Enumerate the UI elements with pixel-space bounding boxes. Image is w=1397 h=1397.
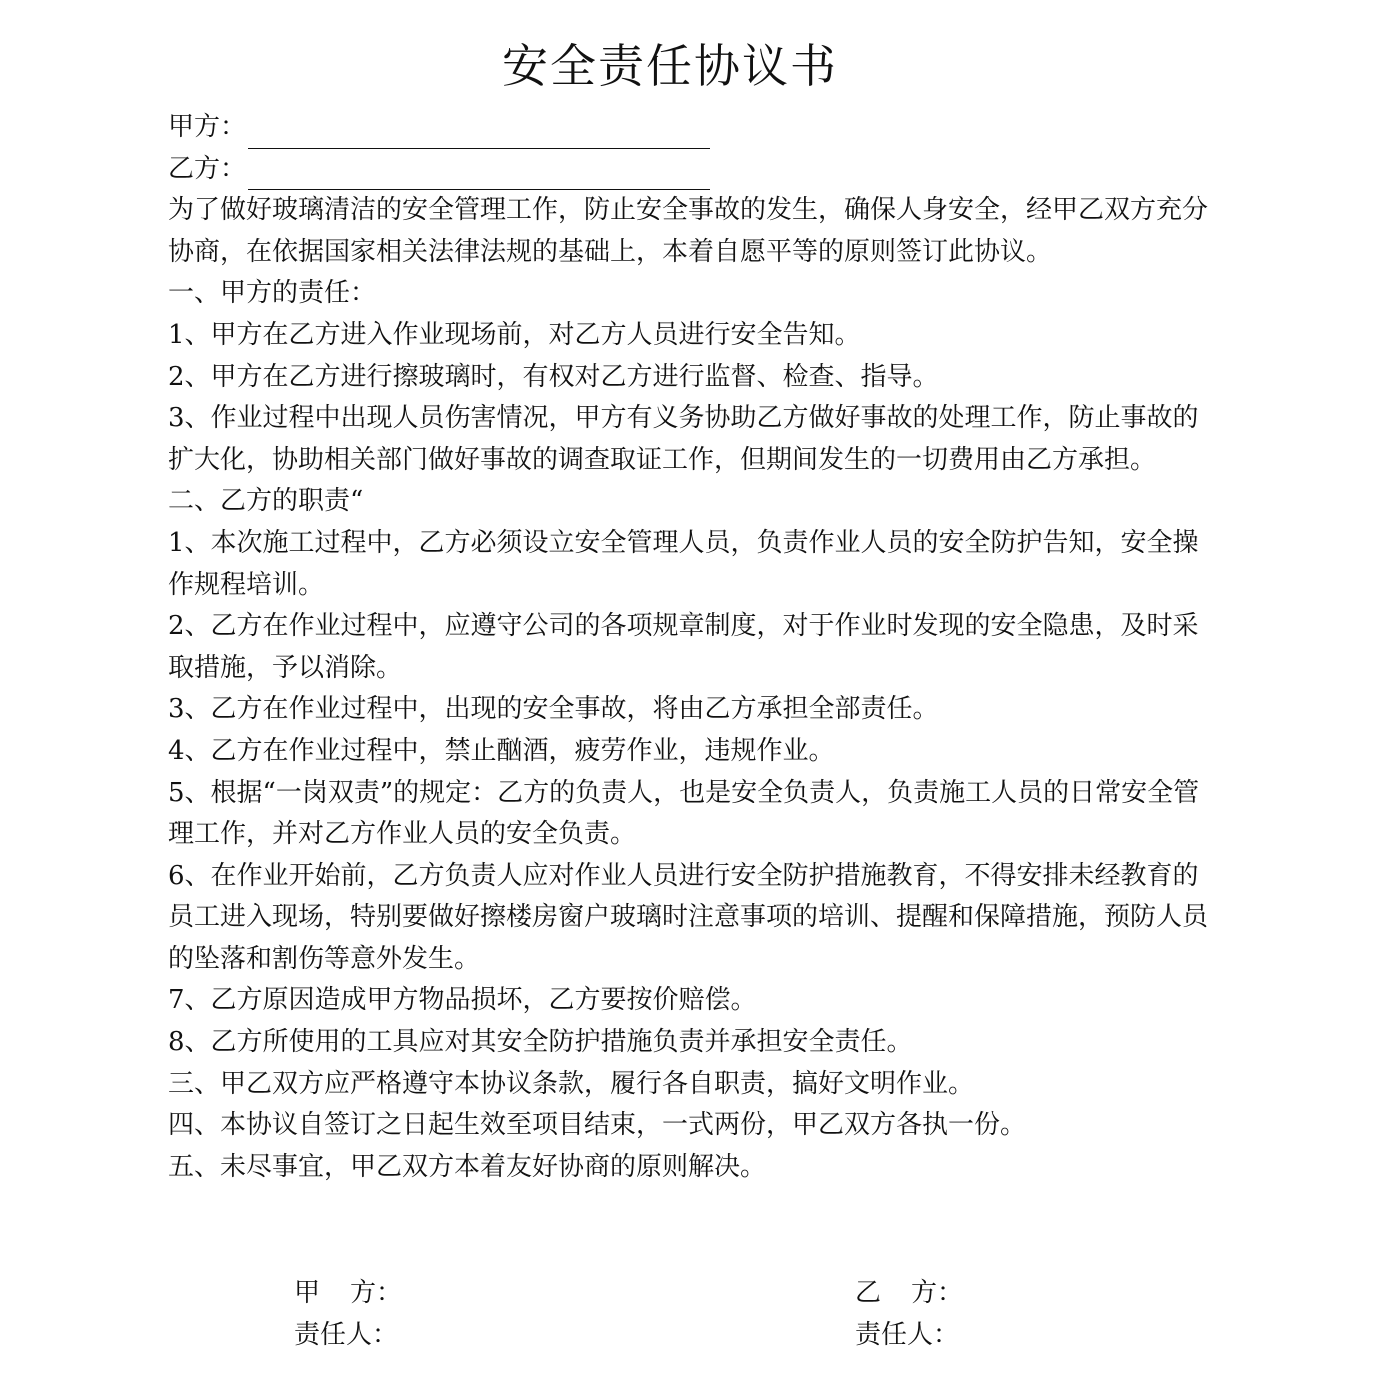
preamble-line: 协商，在依据国家相关法律法规的基础上，本着自愿平等的原则签订此协议。 xyxy=(168,236,1053,267)
section-b-item-7: 7、乙方原因造成甲方物品损坏，乙方要按价赔偿。 xyxy=(168,985,757,1016)
signature-party-b xyxy=(855,1273,963,1356)
preamble-line: 为了做好玻璃清洁的安全管理工作，防止安全事故的发生，确保人身安全，经甲乙双方充分 xyxy=(168,195,1209,226)
signature-party-b-suffix: 方： xyxy=(911,1278,964,1308)
party-a-line xyxy=(168,107,1278,149)
signature-party-a-responsible: 责任人： xyxy=(294,1319,399,1350)
closing-clause-5: 五、未尽事宜，甲乙双方本着友好协商的原则解决。 xyxy=(168,1151,767,1182)
closing-clause-4: 四、本协议自签订之日起生效至项目结束，一式两份，甲乙双方各执一份。 xyxy=(168,1110,1027,1141)
document-title: 安全责任协议书 xyxy=(502,39,838,93)
document-body xyxy=(168,107,1278,1188)
section-b-item-5: 5、根据“一岗双责”的规定：乙方的负责人，也是安全负责人，负责施工人员的日常安全管 xyxy=(168,777,1200,808)
signature-party-b-char: 乙 xyxy=(855,1278,882,1308)
section-b-heading: 二、乙方的职责“ xyxy=(168,486,364,517)
section-b-item-2-cont: 取措施，予以消除。 xyxy=(168,652,403,683)
section-a-item-3: 3、作业过程中出现人员伤害情况，甲方有义务协助乙方做好事故的处理工作，防止事故的 xyxy=(168,403,1199,434)
section-a-heading: 一、甲方的责任： xyxy=(168,278,377,309)
signature-party-b-label xyxy=(855,1273,963,1315)
section-b-item-1-cont: 作规程培训。 xyxy=(168,569,325,600)
signature-party-a-label xyxy=(294,1273,402,1315)
signature-party-a-suffix: 方： xyxy=(350,1278,403,1308)
section-b-item-8: 8、乙方所使用的工具应对其安全防护措施负责并承担安全责任。 xyxy=(168,1027,913,1058)
section-b-item-6-cont: 的坠落和割伤等意外发生。 xyxy=(168,943,481,974)
section-a-item-1: 1、甲方在乙方进入作业现场前，对乙方人员进行安全告知。 xyxy=(168,319,861,350)
section-b-item-6-cont: 员工进入现场，特别要做好擦楼房窗户玻璃时注意事项的培训、提醒和保障措施，预防人员 xyxy=(168,902,1209,933)
party-a-blank xyxy=(248,115,710,149)
signature-party-a-char: 甲 xyxy=(294,1278,321,1308)
party-b-blank xyxy=(248,156,710,190)
section-b-item-6: 6、在作业开始前，乙方负责人应对作业人员进行安全防护措施教育，不得安排未经教育的 xyxy=(168,860,1199,891)
section-b-item-5-cont: 理工作，并对乙方作业人员的安全负责。 xyxy=(168,819,637,850)
section-b-item-4: 4、乙方在作业过程中，禁止酗酒，疲劳作业，违规作业。 xyxy=(168,735,835,766)
party-b-label: 乙方： xyxy=(168,153,247,184)
section-a-item-3-cont: 扩大化，协助相关部门做好事故的调查取证工作，但期间发生的一切费用由乙方承担。 xyxy=(168,444,1157,475)
section-b-item-2: 2、乙方在作业过程中，应遵守公司的各项规章制度，对于作业时发现的安全隐患，及时采 xyxy=(168,611,1199,642)
party-a-label: 甲方： xyxy=(168,112,247,142)
section-b-item-3: 3、乙方在作业过程中，出现的安全事故，将由乙方承担全部责任。 xyxy=(168,694,939,725)
section-a-item-2: 2、甲方在乙方进行擦玻璃时，有权对乙方进行监督、检查、指导。 xyxy=(168,361,939,392)
closing-clause-3: 三、甲乙双方应严格遵守本协议条款，履行各自职责，搞好文明作业。 xyxy=(168,1068,975,1099)
party-b-line xyxy=(168,149,1278,191)
signature-party-a xyxy=(294,1273,402,1356)
section-b-item-1: 1、本次施工过程中，乙方必须设立安全管理人员，负责作业人员的安全防护告知，安全操 xyxy=(168,527,1199,558)
signature-party-b-responsible: 责任人： xyxy=(855,1319,960,1350)
